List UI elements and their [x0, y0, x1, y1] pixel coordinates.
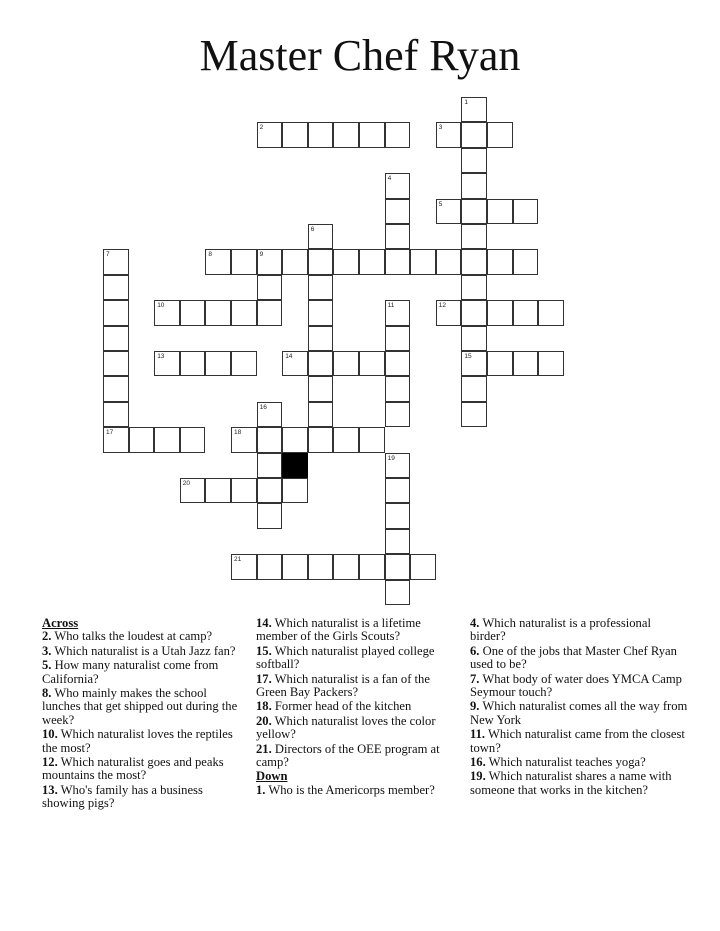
cell-number: 19	[387, 454, 395, 462]
clue-list	[256, 784, 452, 797]
crossword-cell[interactable]	[538, 351, 564, 376]
crossword-cell[interactable]	[487, 351, 513, 376]
clue-text: Which naturalist is a professional birder?	[470, 616, 651, 644]
crossword-cell[interactable]	[385, 173, 411, 198]
clue-text: Who's family has a business showing pigs?	[42, 782, 203, 811]
crossword-cell[interactable]	[385, 503, 411, 528]
crossword-cell[interactable]	[103, 300, 129, 325]
cell-number: 15	[464, 353, 472, 360]
down-heading: Down	[256, 769, 288, 784]
crossword-cell[interactable]	[308, 122, 334, 147]
crossword-cell[interactable]	[461, 351, 487, 376]
clue-number: 9.	[470, 699, 480, 714]
crossword-cell[interactable]	[180, 427, 206, 452]
crossword-cell[interactable]	[103, 326, 129, 351]
crossword-cell[interactable]	[333, 249, 359, 274]
crossword-cell[interactable]	[282, 478, 308, 503]
clue-item	[470, 770, 688, 797]
crossword-cell[interactable]	[205, 351, 231, 376]
clue-item	[42, 659, 242, 686]
crossword-cell[interactable]	[333, 122, 359, 147]
clue-number: 17.	[256, 671, 272, 686]
cell-number: 3	[438, 124, 443, 132]
crossword-cell[interactable]	[385, 402, 411, 427]
crossword-cell[interactable]	[257, 249, 283, 274]
crossword-cell[interactable]	[436, 122, 462, 147]
clue-number: 5.	[42, 658, 52, 673]
clue-number: 3.	[42, 643, 52, 658]
clue-item	[42, 630, 242, 643]
clue-item	[256, 743, 452, 770]
crossword-cell[interactable]	[282, 427, 308, 452]
crossword-cell[interactable]	[257, 275, 283, 300]
crossword-cell[interactable]	[282, 351, 308, 376]
clue-item	[256, 645, 452, 672]
crossword-cell[interactable]	[308, 300, 334, 325]
crossword-cell[interactable]	[359, 249, 385, 274]
clue-number: 13.	[42, 782, 58, 797]
crossword-cell[interactable]	[385, 326, 411, 351]
crossword-cell[interactable]	[257, 503, 283, 528]
crossword-cell[interactable]	[103, 275, 129, 300]
crossword-cell[interactable]	[103, 376, 129, 401]
crossword-cell[interactable]	[103, 427, 129, 452]
page-title: Master Chef Ryan	[199, 31, 521, 80]
cell-number: 6	[310, 226, 315, 233]
crossword-cell[interactable]	[385, 478, 411, 503]
crossword-cell[interactable]	[461, 275, 487, 300]
clue-number: 14.	[256, 616, 272, 630]
crossword-cell[interactable]	[461, 97, 487, 122]
clue-number: 6.	[470, 643, 480, 658]
crossword-cell[interactable]	[103, 351, 129, 376]
crossword-cell[interactable]	[180, 478, 206, 503]
crossword-cell[interactable]	[513, 249, 539, 274]
clue-text: Former head of the kitchen	[271, 699, 412, 714]
clue-text: Who is the Americorps member?	[265, 782, 435, 797]
clue-number: 18.	[256, 699, 272, 714]
clue-number: 12.	[42, 755, 58, 770]
crossword-cell[interactable]	[436, 300, 462, 325]
clue-list	[470, 617, 688, 797]
clue-text: How many naturalist come from California?	[42, 658, 219, 686]
crossword-cell[interactable]	[257, 300, 283, 325]
crossword-cell[interactable]	[205, 249, 231, 274]
crossword-cell[interactable]	[461, 148, 487, 173]
crossword-cell[interactable]	[154, 427, 180, 452]
crossword-cell[interactable]	[231, 351, 257, 376]
clue-text: Which naturalist teaches yoga?	[485, 755, 646, 770]
crossword-cell[interactable]	[359, 122, 385, 147]
crossword-cell[interactable]	[231, 300, 257, 325]
crossword-cell[interactable]	[513, 199, 539, 224]
crossword-cell[interactable]	[359, 427, 385, 452]
crossword-cell[interactable]	[436, 249, 462, 274]
crossword-cell[interactable]	[257, 402, 283, 427]
clue-item	[42, 687, 242, 727]
crossword-cell[interactable]	[282, 122, 308, 147]
crossword-cell[interactable]	[180, 300, 206, 325]
cell-number: 10	[157, 302, 165, 310]
crossword-cell[interactable]	[257, 478, 283, 503]
crossword-cell[interactable]	[461, 402, 487, 427]
clue-item	[470, 728, 688, 755]
crossword-cell[interactable]	[461, 300, 487, 325]
clue-list	[42, 630, 242, 810]
cell-number: 4	[387, 175, 392, 183]
crossword-cell[interactable]	[487, 122, 513, 147]
clue-text: Which naturalist is a lifetime member of the Girls Scouts?	[256, 616, 421, 644]
crossword-cell[interactable]	[385, 580, 411, 605]
crossword-cell[interactable]	[359, 554, 385, 579]
crossword-cell[interactable]	[385, 249, 411, 274]
clue-number: 10.	[42, 727, 58, 742]
cell-number: 20	[182, 480, 191, 487]
crossword-cell[interactable]	[333, 554, 359, 579]
crossword-cell[interactable]	[205, 478, 231, 503]
clue-number: 1.	[256, 782, 266, 797]
crossword-cell[interactable]	[257, 122, 283, 147]
crossword-cell[interactable]	[385, 376, 411, 401]
cell-number: 1	[464, 99, 469, 106]
clue-column-3	[470, 617, 688, 798]
clue-number: 20.	[256, 713, 272, 728]
clue-number: 11.	[470, 727, 486, 742]
crossword-cell[interactable]	[359, 351, 385, 376]
crossword-cell[interactable]	[333, 351, 359, 376]
clue-item	[256, 784, 452, 797]
black-square	[282, 453, 308, 478]
crossword-cell[interactable]	[154, 300, 180, 325]
crossword-cell[interactable]	[231, 478, 257, 503]
crossword-cell[interactable]	[180, 351, 206, 376]
clue-number: 21.	[256, 741, 272, 756]
clue-text: What body of water does YMCA Camp Seymour touch?	[470, 671, 682, 700]
clue-text: One of the jobs that Master Chef Ryan used to be?	[470, 643, 677, 672]
crossword-cell[interactable]	[231, 427, 257, 452]
crossword-cell[interactable]	[385, 122, 411, 147]
cell-number: 13	[157, 353, 165, 360]
cell-number: 17	[106, 429, 114, 437]
crossword-cell[interactable]	[257, 427, 283, 452]
clue-item	[470, 673, 688, 700]
crossword-cell[interactable]	[154, 351, 180, 376]
crossword-cell[interactable]	[231, 554, 257, 579]
crossword-cell[interactable]	[129, 427, 155, 452]
clue-item	[42, 756, 242, 783]
crossword-cell[interactable]	[385, 199, 411, 224]
clue-number: 7.	[470, 671, 480, 686]
crossword-cell[interactable]	[410, 249, 436, 274]
clue-text: Which naturalist came from the closest town?	[470, 727, 685, 755]
clue-item	[256, 617, 452, 644]
crossword-cell[interactable]	[436, 199, 462, 224]
cell-number: 21	[234, 556, 242, 564]
crossword-cell[interactable]	[385, 453, 411, 478]
cell-number: 5	[438, 200, 443, 208]
clue-text: Directors of the OEE program at camp?	[256, 741, 440, 770]
crossword-cell[interactable]	[308, 402, 334, 427]
clue-text: Which naturalist played college softball?	[256, 643, 435, 672]
clue-text: Which naturalist is a Utah Jazz fan?	[51, 643, 236, 658]
crossword-cell[interactable]	[308, 427, 334, 452]
clue-item	[470, 700, 688, 727]
crossword-cell[interactable]	[513, 300, 539, 325]
clue-text: Which naturalist is a fan of the Green Bay Packers?	[256, 671, 430, 700]
crossword-cell[interactable]	[487, 249, 513, 274]
crossword-cell[interactable]	[231, 249, 257, 274]
crossword-cell[interactable]	[308, 224, 334, 249]
crossword-cell[interactable]	[308, 275, 334, 300]
clue-item	[256, 700, 452, 713]
clue-list	[256, 617, 452, 769]
crossword-cell[interactable]	[410, 554, 436, 579]
clue-item	[42, 784, 242, 811]
clue-number: 19.	[470, 769, 486, 784]
crossword-cell[interactable]	[461, 224, 487, 249]
crossword-cell[interactable]	[461, 199, 487, 224]
clue-number: 16.	[470, 755, 486, 770]
crossword-cell[interactable]	[538, 300, 564, 325]
crossword-cell[interactable]	[308, 351, 334, 376]
crossword-cell[interactable]	[461, 376, 487, 401]
crossword-cell[interactable]	[308, 554, 334, 579]
clue-text: Which naturalist loves the color yellow?	[256, 713, 436, 742]
cell-number: 2	[259, 124, 264, 132]
crossword-cell[interactable]	[385, 529, 411, 554]
clue-text: Who mainly makes the school lunches that get shipped out during the week?	[42, 686, 238, 727]
cell-number: 16	[259, 403, 267, 411]
clue-text: Which naturalist goes and peaks mountains the most?	[42, 755, 224, 783]
clue-number: 2.	[42, 629, 52, 644]
crossword-cell[interactable]	[461, 249, 487, 274]
crossword-cell[interactable]	[282, 249, 308, 274]
crossword-cell[interactable]	[308, 249, 334, 274]
cell-number: 12	[438, 302, 447, 310]
crossword-cell[interactable]	[487, 199, 513, 224]
clue-text: Which naturalist shares a name with someone that works in the kitchen?	[470, 769, 672, 797]
crossword-cell[interactable]	[308, 326, 334, 351]
crossword-cell[interactable]	[385, 300, 411, 325]
cell-number: 18	[234, 429, 242, 437]
cell-number: 7	[106, 251, 110, 259]
crossword-cell[interactable]	[333, 427, 359, 452]
crossword-cell[interactable]	[205, 300, 231, 325]
crossword-cell[interactable]	[282, 554, 308, 579]
clue-column-1	[42, 617, 242, 812]
clue-item	[470, 756, 688, 769]
crossword-cell[interactable]	[257, 554, 283, 579]
crossword-cell[interactable]	[461, 122, 487, 147]
cell-number: 8	[208, 251, 213, 259]
clue-number: 8.	[42, 686, 52, 701]
crossword-cell[interactable]	[461, 173, 487, 198]
cell-number: 14	[285, 353, 293, 360]
crossword-cell[interactable]	[103, 249, 129, 274]
clue-text: Which naturalist comes all the way from New York	[470, 699, 688, 727]
clue-item	[256, 673, 452, 700]
crossword-cell[interactable]	[103, 402, 129, 427]
clue-column-2	[256, 617, 452, 798]
clue-item	[256, 715, 452, 742]
crossword-cell[interactable]	[461, 326, 487, 351]
clue-item	[42, 645, 242, 658]
clue-item	[470, 617, 688, 644]
cell-number: 9	[259, 251, 264, 259]
clue-number: 15.	[256, 643, 272, 658]
crossword-cell[interactable]	[385, 224, 411, 249]
clue-text: Who talks the loudest at camp?	[51, 629, 213, 644]
crossword-cell[interactable]	[513, 351, 539, 376]
crossword-cell[interactable]	[487, 300, 513, 325]
crossword-cell[interactable]	[385, 351, 411, 376]
across-heading: Across	[42, 616, 79, 630]
crossword-cell[interactable]	[308, 376, 334, 401]
crossword-cell[interactable]	[385, 554, 411, 579]
cell-number: 11	[387, 302, 395, 310]
clue-text: Which naturalist loves the reptiles the most?	[42, 727, 233, 755]
clue-number: 4.	[470, 616, 480, 630]
clue-item	[470, 645, 688, 672]
clue-item	[42, 728, 242, 755]
crossword-cell[interactable]	[257, 453, 283, 478]
